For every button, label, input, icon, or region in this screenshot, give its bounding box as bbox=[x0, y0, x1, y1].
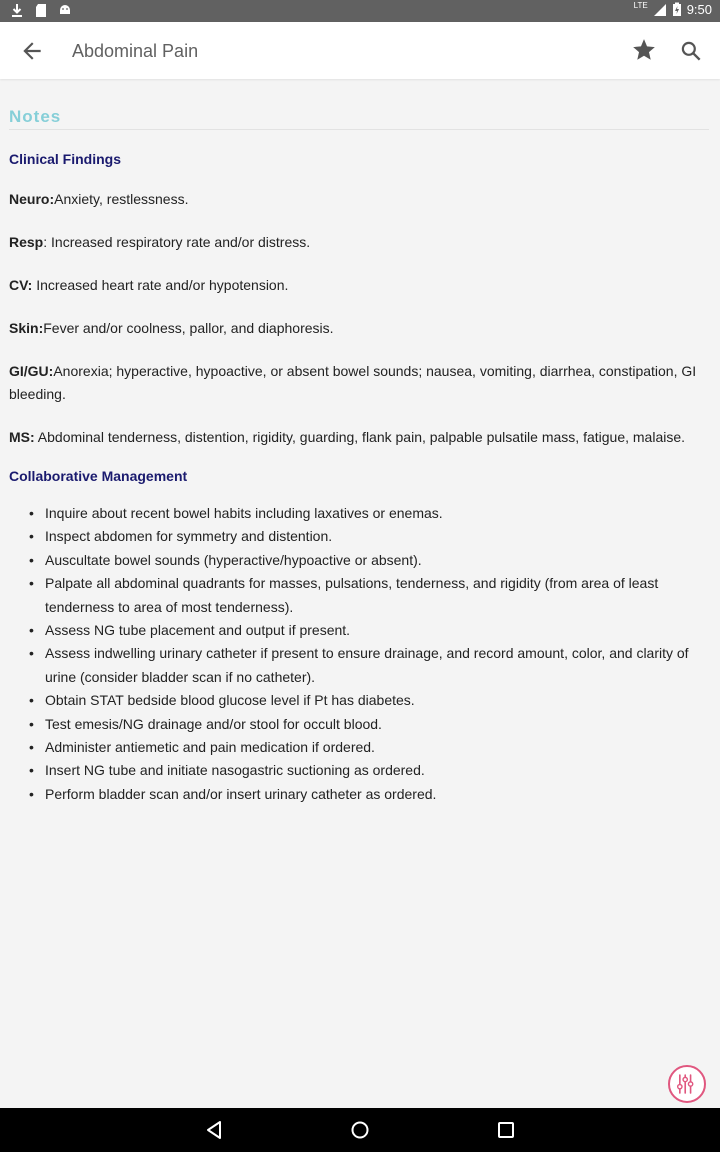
network-type: LTE bbox=[633, 1, 648, 10]
nav-recents-icon[interactable] bbox=[495, 1119, 517, 1141]
list-item: • Test emesis/NG drainage and/or stool for occult blood. bbox=[45, 713, 709, 736]
finding-cv bbox=[9, 274, 709, 297]
navigation-bar bbox=[0, 1108, 720, 1152]
notes-heading: Notes bbox=[9, 107, 709, 130]
android-icon bbox=[58, 3, 72, 18]
list-item: • Administer antiemetic and pain medication if ordered. bbox=[45, 736, 709, 759]
clinical-findings-heading: Clinical Findings bbox=[9, 151, 122, 167]
finding-text: Abdominal tenderness, distention, rigidity, guarding, flank pain, palpable pulsatile mass, fatigue, malaise. bbox=[34, 429, 686, 445]
list-item: • Assess NG tube placement and output if present. bbox=[45, 619, 709, 642]
collaborative-management-heading: Collaborative Management bbox=[9, 468, 188, 484]
finding-ms bbox=[9, 426, 709, 449]
finding-label: MS: bbox=[9, 429, 35, 445]
notes-content bbox=[9, 79, 709, 806]
finding-label: Resp bbox=[9, 234, 44, 250]
settings-fab-button[interactable] bbox=[668, 1065, 706, 1103]
list-item: • Palpate all abdominal quadrants for masses, pulsations, tenderness, and rigidity (from area of least tenderness to area of most tenderness). bbox=[45, 572, 709, 619]
finding-skin bbox=[9, 317, 709, 340]
sd-card-icon bbox=[34, 3, 48, 18]
finding-text: Anorexia; hyperactive, hypoactive, or absent bowel sounds; nausea, vomiting, diarrhea, constipation, GI bleeding. bbox=[9, 363, 697, 402]
status-left-icons bbox=[10, 3, 72, 18]
finding-label: GI/GU: bbox=[9, 363, 54, 379]
finding-text: Increased heart rate and/or hypotension. bbox=[32, 277, 289, 293]
list-item: • Auscultate bowel sounds (hyperactive/hypoactive or absent). bbox=[45, 549, 709, 572]
finding-neuro bbox=[9, 188, 709, 211]
finding-label: CV: bbox=[9, 277, 33, 293]
finding-text: : Increased respiratory rate and/or distress. bbox=[43, 234, 311, 250]
finding-label: Skin: bbox=[9, 320, 44, 336]
finding-text: Anxiety, restlessness. bbox=[54, 191, 189, 207]
finding-text: Fever and/or coolness, pallor, and diaphoresis. bbox=[43, 320, 334, 336]
finding-label: Neuro: bbox=[9, 191, 55, 207]
status-time: 9:50 bbox=[686, 2, 712, 17]
battery-charging-icon bbox=[672, 2, 682, 17]
nav-back-icon[interactable] bbox=[203, 1119, 225, 1141]
list-item: • Obtain STAT bedside blood glucose level if Pt has diabetes. bbox=[45, 689, 709, 712]
list-item: • Inquire about recent bowel habits including laxatives or enemas. bbox=[45, 502, 709, 525]
status-right-icons bbox=[634, 2, 712, 17]
app-bar bbox=[0, 22, 720, 79]
signal-icon bbox=[653, 2, 667, 17]
tune-sliders-icon bbox=[670, 1067, 704, 1101]
page-title: Abdominal Pain bbox=[72, 41, 199, 61]
download-icon bbox=[10, 3, 24, 18]
status-bar bbox=[0, 0, 720, 22]
list-item: • Assess indwelling urinary catheter if present to ensure drainage, and record amount, color, and clarity of urine (consider bladder scan if no catheter). bbox=[45, 642, 709, 689]
arrow-back-icon[interactable] bbox=[19, 38, 45, 64]
list-item: • Insert NG tube and initiate nasogastric suctioning as ordered. bbox=[45, 759, 709, 782]
finding-gi-gu bbox=[9, 360, 709, 406]
management-list bbox=[9, 502, 709, 806]
finding-resp bbox=[9, 231, 709, 254]
star-icon[interactable] bbox=[631, 37, 657, 63]
list-item: • Perform bladder scan and/or insert urinary catheter as ordered. bbox=[45, 783, 709, 806]
list-item: • Inspect abdomen for symmetry and distention. bbox=[45, 525, 709, 548]
search-icon[interactable] bbox=[678, 38, 704, 64]
nav-home-icon[interactable] bbox=[349, 1119, 371, 1141]
